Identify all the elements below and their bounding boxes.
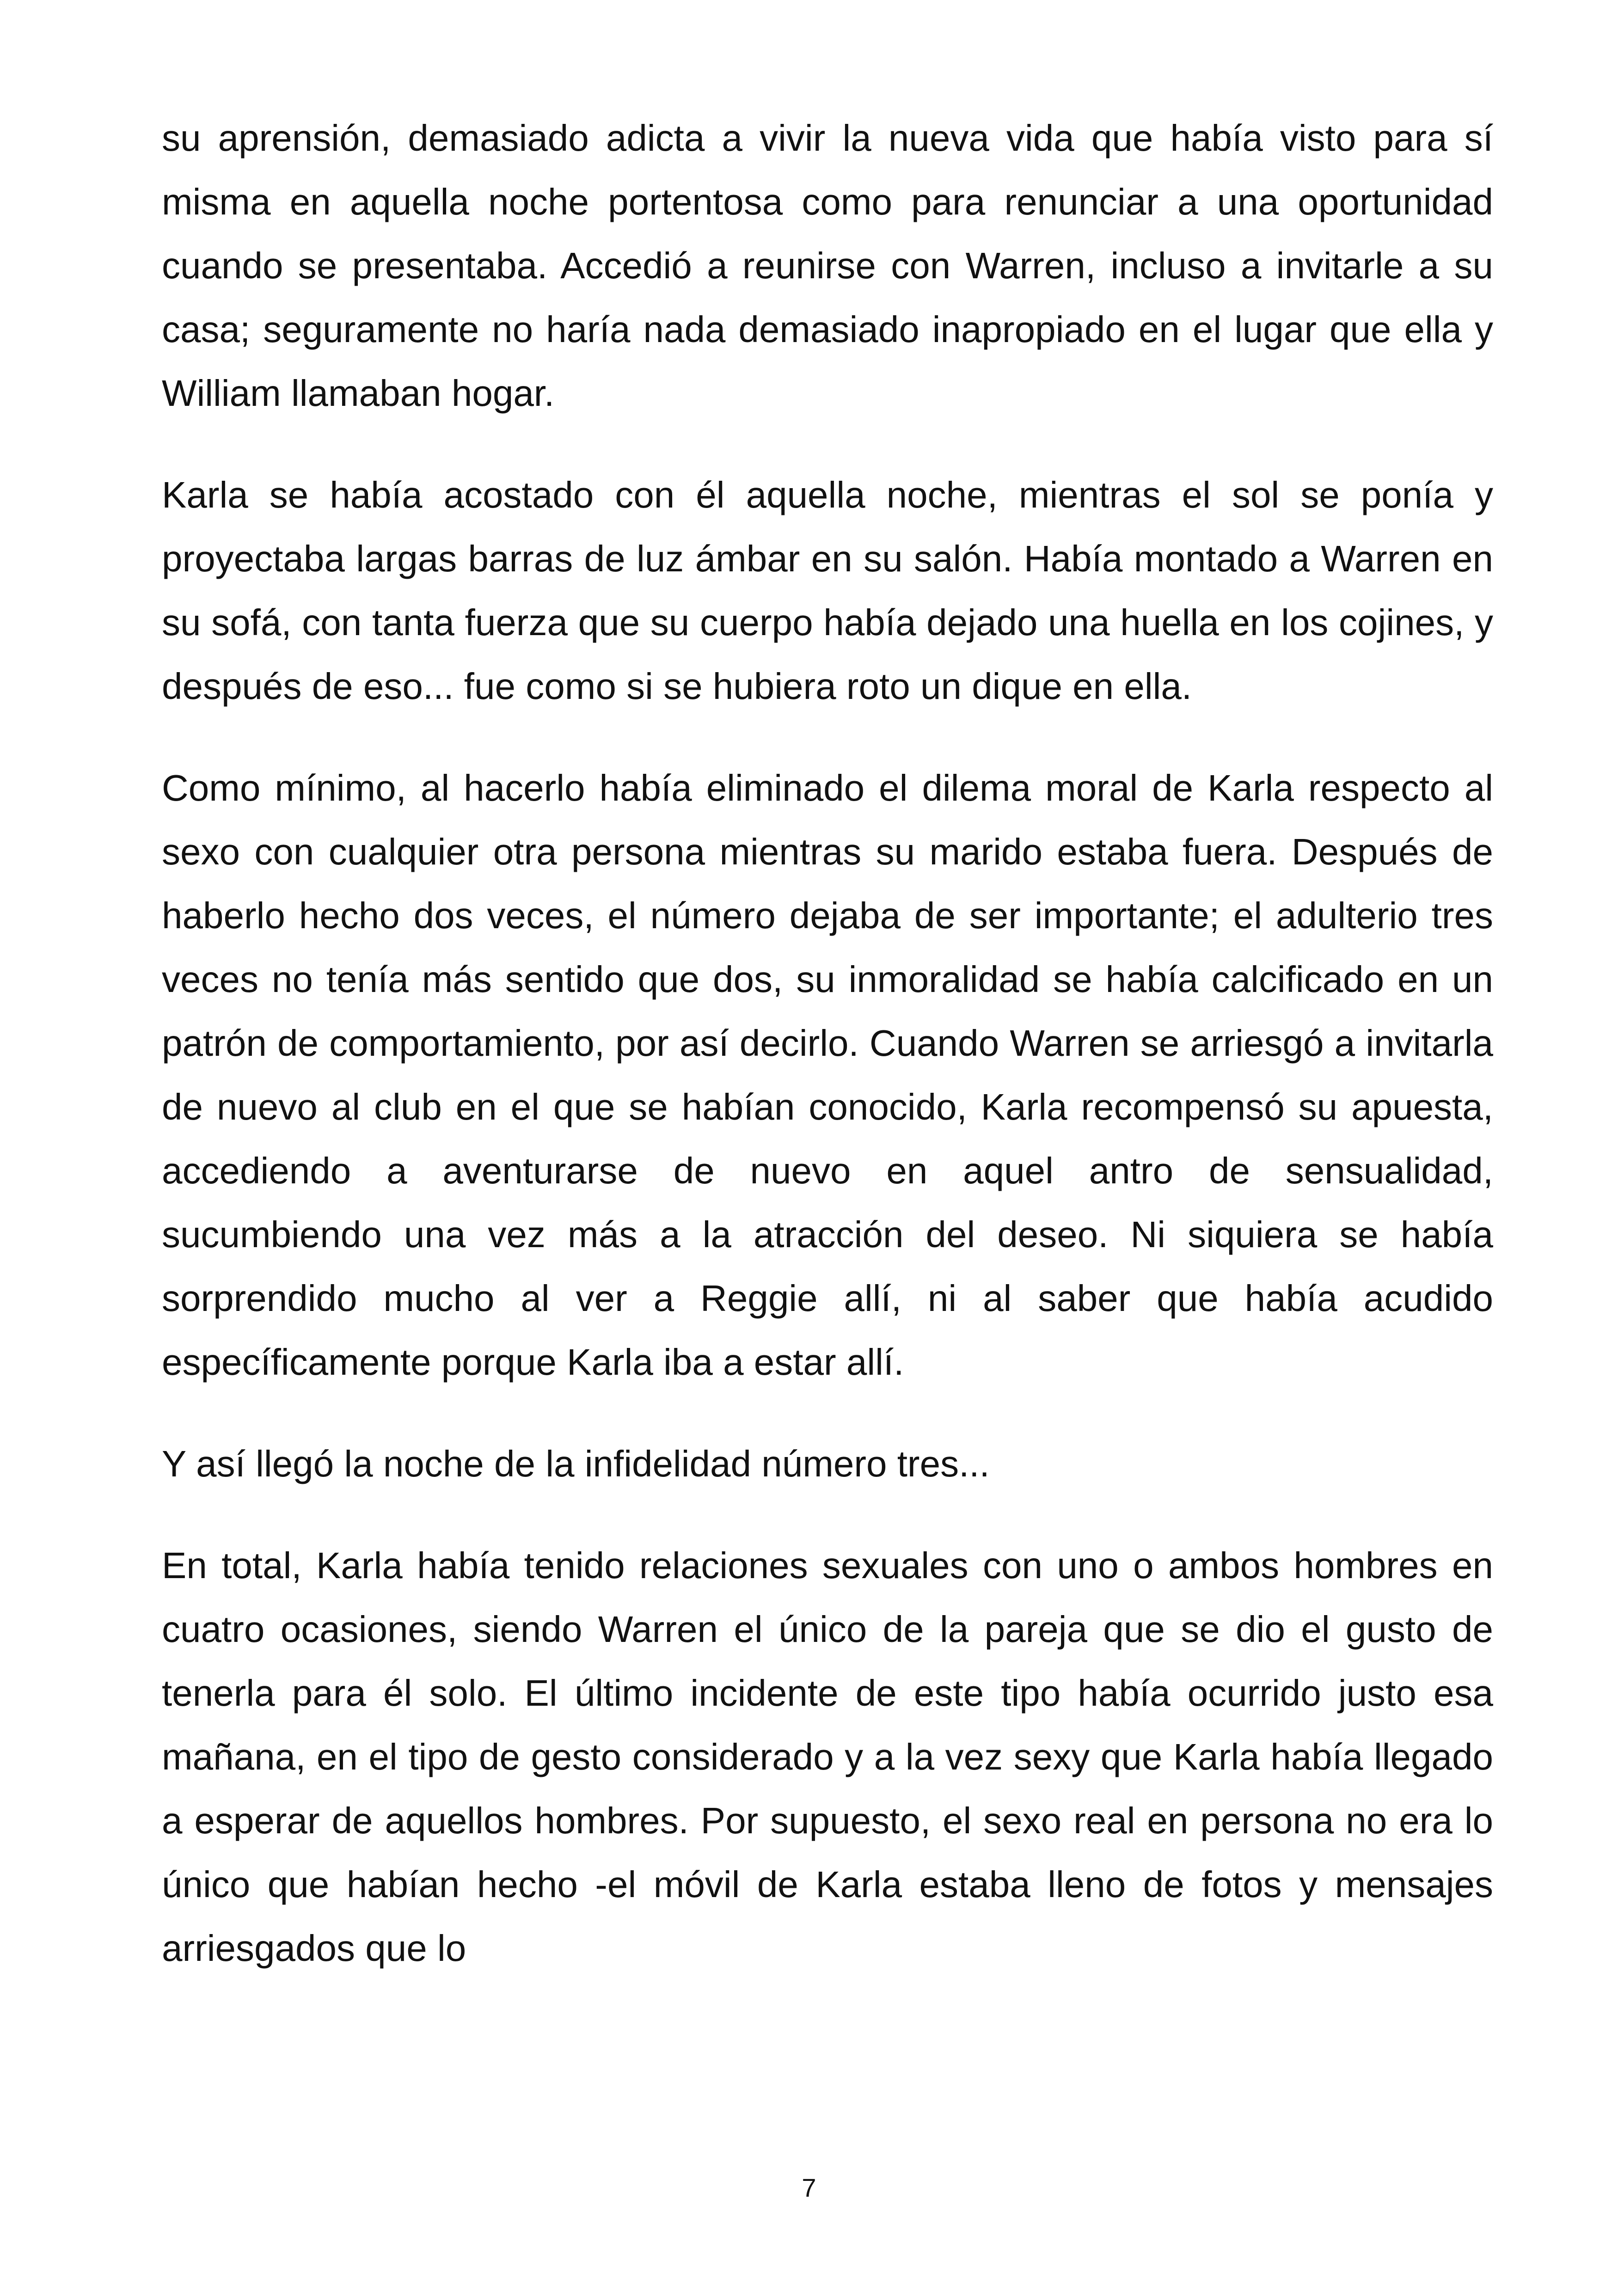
paragraph-3: Como mínimo, al hacerlo había eliminado el dilema moral de Karla respecto al sexo con cualquier otra persona mientras su marido estaba fuera. Después de haberlo hecho dos veces, el número dejaba de ser importante; el adulterio tres veces no tenía más sentido que dos, su inmoralidad se había calcificado en un patrón de comportamiento, por así decirlo. Cuando Warren se arriesgó a invitarla de nuevo al club en el que se habían conocido, Karla recompensó su apuesta, accediendo a aventurarse de nuevo en aquel antro de sensualidad, sucumbiendo una vez más a la atracción del deseo. Ni siquiera se había sorprendido mucho al ver a Reggie allí, ni al saber que había acudido específicamente porque Karla iba a estar allí.	[162, 767, 1493, 1383]
body-text	[162, 106, 1493, 2018]
page-number: 7	[802, 2173, 816, 2202]
paragraph-2: Karla se había acostado con él aquella noche, mientras el sol se ponía y proyectaba largas barras de luz ámbar en su salón. Había montado a Warren en su sofá, con tanta fuerza que su cuerpo había dejado una huella en los cojines, y después de eso... fue como si se hubiera roto un dique en ella.	[162, 474, 1493, 707]
paragraph-1: su aprensión, demasiado adicta a vivir la nueva vida que había visto para sí misma en aquella noche portentosa como para renunciar a una oportunidad cuando se presentaba. Accedió a reunirse con Warren, incluso a invitarle a su casa; seguramente no haría nada demasiado inapropiado en el lugar que ella y William llamaban hogar.	[162, 117, 1493, 414]
paragraph-4: Y así llegó la noche de la infidelidad número tres...	[162, 1443, 990, 1484]
paragraph-5: En total, Karla había tenido relaciones sexuales con uno o ambos hombres en cuatro ocasiones, siendo Warren el único de la pareja que se dio el gusto de tenerla para él solo. El último incidente de este tipo había ocurrido justo esa mañana, en el tipo de gesto considerado y a la vez sexy que Karla había llegado a esperar de aquellos hombres. Por supuesto, el sexo real en persona no era lo único que habían hecho -el móvil de Karla estaba lleno de fotos y mensajes arriesgados que lo	[162, 1545, 1493, 1969]
